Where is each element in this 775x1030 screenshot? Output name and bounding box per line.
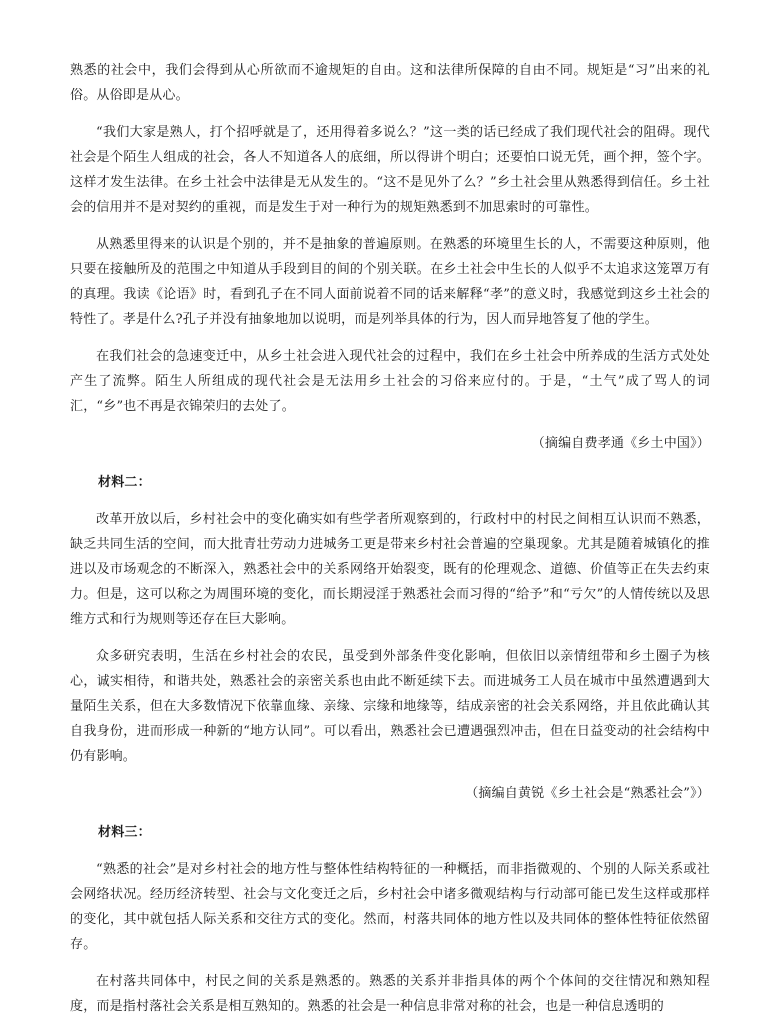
paragraph: “我们大家是熟人，打个招呼就是了，还用得着多说么？”这一类的话已经成了我们现代社会的阻碍。现代社会是个陌生人组成的社会，各人不知道各人的底细，所以得讲个明白；还要怕口说无凭，画个押，签个字。这样才发生法律。在乡土社会中法律是无从发生的。“这不是见外了么？”乡土社会里从熟悉得到信任。乡土社会的信用并不是对契约的重视，而是发生于对一种行为的规矩熟悉到不加思索时的可靠性。 [70, 125, 710, 215]
paragraph: 改革开放以后，乡村社会中的变化确实如有些学者所观察到的，行政村中的村民之间相互认识而不熟悉，缺乏共同生活的空间，而大批青壮劳动力进城务工更是带来乡村社会普遍的空巢现象。尤其是随着城镇化的推进以及市场观念的不断深入，熟悉社会中的关系网络开始裂变，既有的伦理观念、道德、价值等正在失去约束力。但是，这可以称之为周围环境的变化，而长期浸淫于熟悉社会而习得的“给予”和“亏欠”的人情传统以及思维方式和行为规则等还存在巨大影响。 [70, 512, 710, 627]
source-citation: （摘编自黄锐《乡土社会是“熟悉社会”》） [465, 786, 710, 801]
paragraph: 在我们社会的急速变迁中，从乡土社会进入现代社会的过程中，我们在乡土社会中所养成的生活方式处处产生了流弊。陌生人所组成的现代社会是无法用乡土社会的习俗来应付的。于是，“土气”成了骂人的词汇，“乡”也不再是衣锦荣归的去处了。 [70, 349, 710, 414]
paragraph: 从熟悉里得来的认识是个别的，并不是抽象的普遍原则。在熟悉的环境里生长的人，不需要这种原则，他只要在接触所及的范围之中知道从手段到目的间的个别关联。在乡土社会中生长的人似乎不太追求这笼罩万有的真理。我读《论语》时，看到孔子在不同人面前说着不同的话来解释“孝”的意义时，我感觉到这乡土社会的特性了。孝是什么?孔子并没有抽象地加以说明，而是列举具体的行为，因人而异地答复了他的学生。 [70, 237, 710, 327]
paragraph: 众多研究表明，生活在乡村社会的农民，虽受到外部条件变化影响，但依旧以亲情纽带和乡土圈子为核心，诚实相待，和谐共处，熟悉社会的亲密关系也由此不断延续下去。而进城务工人员在城市中虽然遭遇到大量陌生关系，但在大多数情况下依靠血缘、亲缘、宗缘和地缘等，结成亲密的社会关系网络，并且依此确认其自我身份，进而形成一种新的“地方认同”。可以看出，熟悉社会已遭遇强烈冲击，但在日益变动的社会结构中仍有影响。 [70, 649, 710, 764]
document-page [70, 58, 710, 1030]
paragraph: 熟悉的社会中，我们会得到从心所欲而不逾规矩的自由。这和法律所保障的自由不同。规矩是“习”出来的礼俗。从俗即是从心。 [70, 63, 710, 103]
section-heading: 材料三： [98, 825, 151, 840]
section-heading: 材料二： [98, 475, 151, 490]
source-citation: （摘编自费孝通《乡土中国》） [531, 436, 710, 451]
paragraph: “熟悉的社会”是对乡村社会的地方性与整体性结构特征的一种概括，而非指微观的、个别的人际关系或社会网络状况。经历经济转型、社会与文化变迁之后，乡村社会中诸多微观结构与行动部可能已发生这样或那样的变化，其中就包括人际关系和交往方式的变化。然而，村落共同体的地方性以及共同体的整体性特征依然留存。 [70, 862, 710, 952]
paragraph: 在村落共同体中，村民之间的关系是熟悉的。熟悉的关系并非指具体的两个个体间的交往情况和熟知程度，而是指村落社会关系是相互熟知的。熟悉的社会是一种信息非常对称的社会，也是一种信息透明的 [70, 974, 710, 1014]
